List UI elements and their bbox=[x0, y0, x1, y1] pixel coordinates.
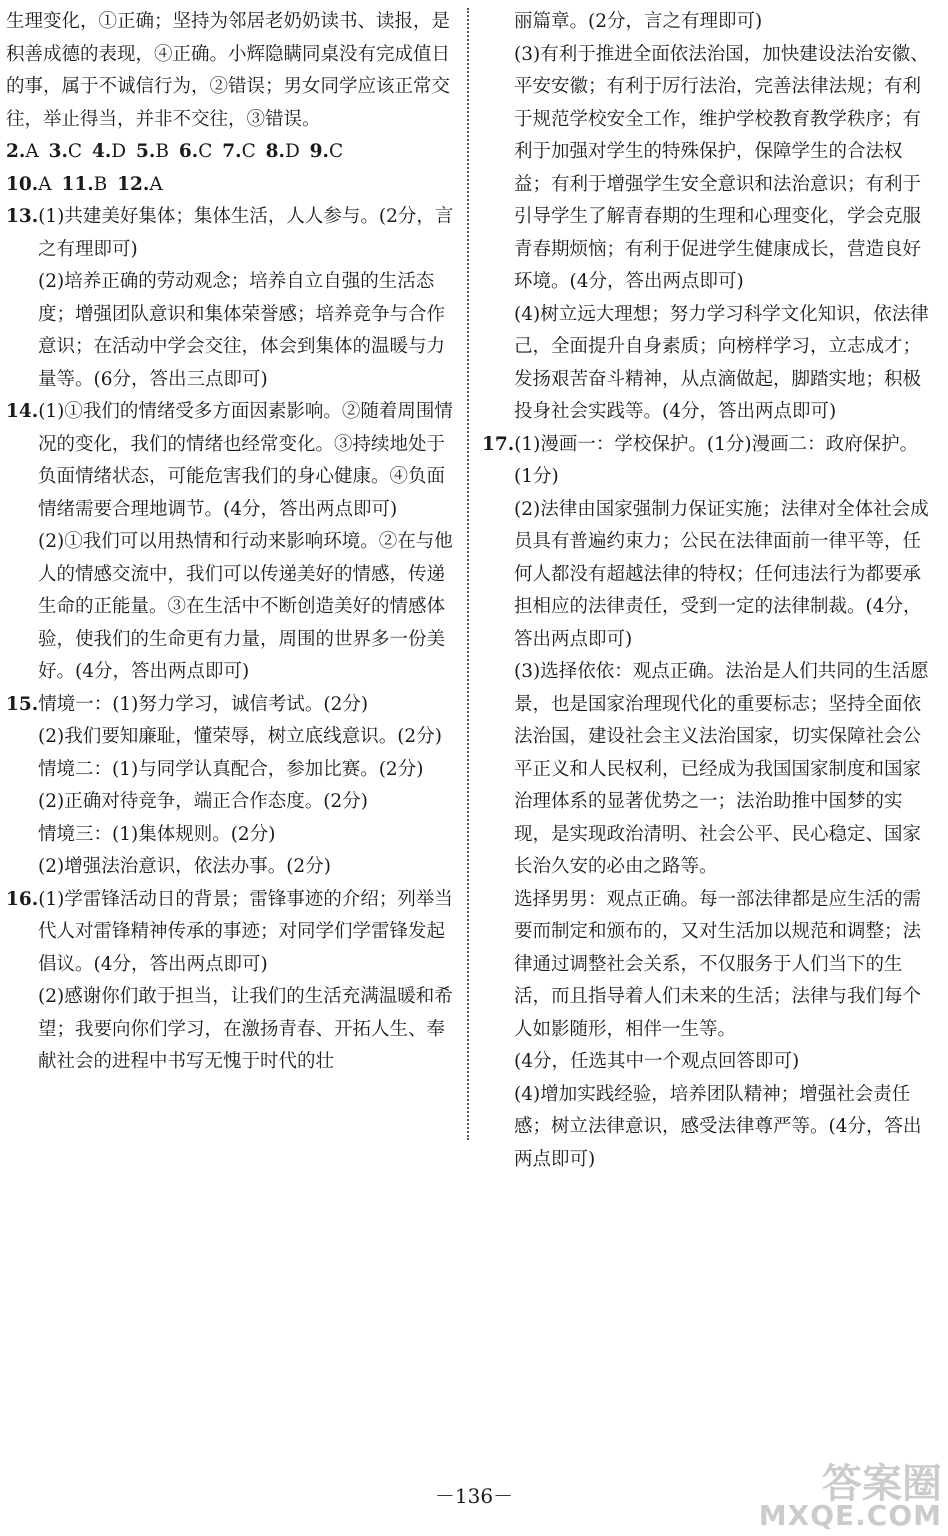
answer-paragraph: 情境二：(1)与同学认真配合，参加比赛。(2分) bbox=[38, 758, 424, 780]
answer-paragraph bbox=[6, 201, 461, 266]
answer-paragraph: (2)增强法治意识，依法办事。(2分) bbox=[38, 856, 331, 877]
question-number: 2. bbox=[6, 141, 26, 162]
right-column bbox=[482, 6, 932, 1176]
question-number: 7. bbox=[222, 141, 242, 162]
question-number: 16. bbox=[6, 888, 39, 910]
question-13 bbox=[6, 201, 461, 396]
answer-paragraph: (2)①我们可以用热情和行动来影响环境。②在与他人的情感交流中，我们可以传递美好的情感，传递生命的正能量。③在生活中不断创造美好的情感体验，使我们的生命更有力量，周围的世界多一份美好。(4分，答出两点即可) bbox=[38, 531, 453, 682]
question-14 bbox=[6, 396, 461, 689]
answer-paragraph: (2)感谢你们敢于担当，让我们的生活充满温暖和希望；我要向你们学习，在激扬青春、开拓人生、奉献社会的进程中书写无愧于时代的壮 bbox=[38, 986, 453, 1072]
answer-text: 情境一：(1)努力学习，诚信考试。(2分) bbox=[38, 693, 369, 715]
question-number: 10. bbox=[6, 173, 39, 195]
question-number: 13. bbox=[6, 206, 39, 227]
choice-answers-row bbox=[6, 136, 461, 169]
answer-paragraph: (2)正确对待竞争，端正合作态度。(2分) bbox=[38, 791, 368, 812]
question-16 bbox=[6, 884, 461, 1079]
watermark-logo bbox=[758, 1461, 942, 1532]
question-number: 14. bbox=[6, 401, 39, 422]
answer-paragraph bbox=[482, 429, 932, 494]
answer-paragraph: 生理变化，①正确；坚持为邻居老奶奶读书、读报，是积善成德的表现，④正确。小辉隐瞒同桌没有完成值日的事，属于不诚信行为，②错误；男女同学应该正常交往，举止得当，并非不交往，③错误。 bbox=[6, 11, 451, 130]
answer-paragraph: 情境三：(1)集体规则。(2分) bbox=[38, 823, 276, 845]
choice-answer: B bbox=[155, 141, 169, 162]
question-number: 9. bbox=[309, 141, 329, 162]
choice-answer: C bbox=[329, 141, 344, 162]
answer-paragraph: 丽篇章。(2分，言之有理即可) bbox=[514, 11, 763, 32]
left-column bbox=[6, 6, 461, 1079]
choice-answer: C bbox=[241, 141, 256, 162]
answer-paragraph: (2)我们要知廉耻，懂荣辱，树立底线意识。(2分) bbox=[38, 726, 442, 747]
answer-paragraph: (2)培养正确的劳动观念；培养自立自强的生活态度；增强团队意识和集体荣誉感；培养竞争与合作意识；在活动中学会交往，体会到集体的温暖与力量等。(6分，答出三点即可) bbox=[38, 271, 446, 390]
question-number: 8. bbox=[265, 141, 285, 162]
answer-text: (1)学雷锋活动日的背景；雷锋事迹的介绍；列举当代人对雷锋精神传承的事迹；对同学们学雷锋发起倡议。(4分，答出两点即可) bbox=[38, 888, 453, 975]
watermark-text: 答案圈 bbox=[822, 1461, 942, 1507]
answer-paragraph: (4)树立远大理想；努力学习科学文化知识，依法律己，全面提升自身素质；向榜样学习，立志成才；发扬艰苦奋斗精神，从点滴做起，脚踏实地；积极投身社会实践等。(4分，答出两点即可) bbox=[514, 303, 929, 422]
question-number: 3. bbox=[48, 141, 68, 162]
answer-paragraph: 选择男男：观点正确。每一部法律都是应生活的需要而制定和颁布的，又对生活加以规范和调整；法律通过调整社会关系，不仅服务于人们当下的生活，而且指导着人们未来的生活；法律与我们每个人如影随形，相伴一生等。 bbox=[514, 888, 922, 1040]
answer-paragraph: (4分，任选其中一个观点回答即可) bbox=[514, 1051, 800, 1072]
question-number: 15. bbox=[6, 693, 39, 715]
answer-paragraph bbox=[6, 884, 461, 982]
question-number: 5. bbox=[136, 141, 156, 162]
column-divider bbox=[467, 8, 469, 1140]
choice-answer: C bbox=[67, 141, 83, 162]
answer-paragraph bbox=[6, 396, 461, 526]
question-15 bbox=[6, 689, 461, 884]
watermark-url: MXQE.COM bbox=[758, 1499, 942, 1532]
choice-answer: A bbox=[149, 173, 163, 195]
question-number: 6. bbox=[178, 141, 199, 162]
answer-text: (1)①我们的情绪受多方面因素影响。②随着周围情况的变化，我们的情绪也经常变化。③持续地处于负面情绪状态，可能危害我们的身心健康。④负面情绪需要合理地调节。(4分，答出两点即可) bbox=[38, 401, 453, 520]
choice-answer: B bbox=[93, 173, 108, 195]
choice-answer: C bbox=[198, 141, 213, 162]
choice-answer: A bbox=[38, 173, 52, 195]
choice-answers-row bbox=[6, 169, 461, 202]
answer-paragraph: (3)选择依依：观点正确。法治是人们共同的生活愿景，也是国家治理现代化的重要标志；坚持全面依法治国，建设社会主义法治国家，切实保障社会公平正义和人民权利，已经成为我国国家制度和国家治理体系的显著优势之一；法治助推中国梦的实现，是实现政治清明、社会公平、民心稳定、国家长治久安的必由之路等。 bbox=[514, 661, 929, 877]
page-number: －136－ bbox=[434, 1484, 514, 1508]
choice-answer: A bbox=[25, 141, 39, 162]
answer-paragraph bbox=[6, 689, 461, 722]
answer-text: (1)漫画一：学校保护。(1分)漫画二：政府保护。(1分) bbox=[514, 433, 919, 487]
question-number: 11. bbox=[61, 173, 94, 195]
question-17 bbox=[482, 429, 932, 1177]
question-number: 12. bbox=[117, 173, 150, 195]
answer-paragraph: (2)法律由国家强制力保证实施；法律对全体社会成员具有普遍约束力；公民在法律面前一律平等，任何人都没有超越法律的特权；任何违法行为都要承担相应的法律责任，受到一定的法律制裁。(4分，答出两点即可) bbox=[514, 498, 929, 650]
answer-paragraph: (3)有利于推进全面依法治国，加快建设法治安徽、平安安徽；有利于厉行法治，完善法律法规；有利于规范学校安全工作，维护学校教育教学秩序；有利于加强对学生的特殊保护，保障学生的合法权益；有利于增强学生安全意识和法治意识；有利于引导学生了解青春期的生理和心理变化，学会克服青春期烦恼；有利于促进学生健康成长，营造良好环境。(4分，答出两点即可) bbox=[514, 43, 929, 292]
answer-text: (1)共建美好集体；集体生活，人人参与。(2分，言之有理即可) bbox=[38, 206, 454, 260]
choice-answer: D bbox=[284, 141, 300, 162]
answer-paragraph: (4)增加实践经验，培养团队精神；增强社会责任感；树立法律意识，感受法律尊严等。(4分，答出两点即可) bbox=[514, 1083, 922, 1170]
choice-answer: D bbox=[111, 141, 127, 162]
question-number: 17. bbox=[482, 433, 515, 455]
question-number: 4. bbox=[91, 141, 112, 162]
